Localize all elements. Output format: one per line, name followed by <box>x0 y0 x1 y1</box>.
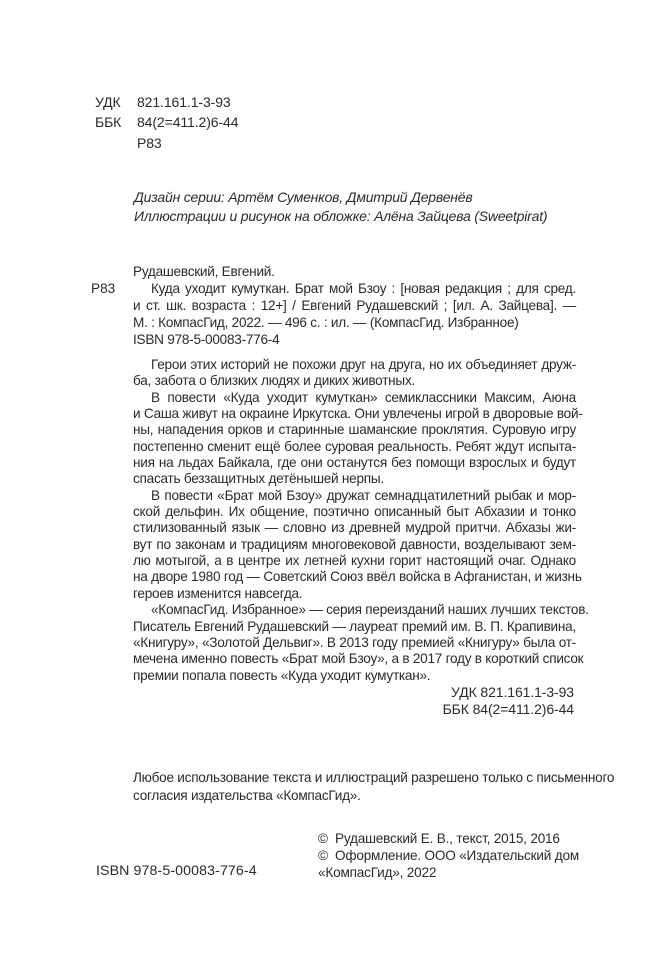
copyright-line: © Рудашевский Е. В., текст, 2015, 2016 <box>318 831 560 846</box>
isbn-footer <box>96 863 257 879</box>
annotation-line: героев изменится навсегда. <box>133 585 303 601</box>
annotation-line: ны, нападения орков и старинные шаманские проклятия. Суровую игру <box>133 422 576 438</box>
annotation-line: премии попала повесть «Куда уходит кумуткан». <box>133 667 431 683</box>
annotation-line: В повести «Куда уходит кумуткан» семиклассники Максим, Аюна <box>151 389 576 405</box>
annotation-line: ской дельфин. Их общение, поэтично описанный быт Абхазии и тонко <box>133 504 576 520</box>
udk-bottom: УДК 821.161.1-3-93 <box>451 684 574 700</box>
annotation-line: ба, забота о близких людях и диких животных. <box>133 373 416 389</box>
annotation-line: постепенно сменит ещё более суровая реальность. Ребят ждут испыта- <box>133 438 576 454</box>
isbn-footer-text: ISBN 978-5-00083-776-4 <box>96 863 257 879</box>
author-sign: Р83 <box>137 134 162 151</box>
annotation-line: и Саша живут на окраине Иркутска. Они увлечены игрой в дворовые вой- <box>133 406 583 422</box>
annotation-line: стилизованный язык — словно из древней мудрой притчи. Абхазы жи- <box>133 520 576 536</box>
copyright-line: «КомпасГид», 2022 <box>318 864 437 880</box>
annotation-line: Писатель Евгений Рудашевский — лауреат премий им. В. П. Крапивина, <box>133 618 576 634</box>
annotation-line: Герои этих историй не похожи друг на друга, но их объединяет друж- <box>151 357 576 372</box>
bib-line: и ст. шк. возраста : 12+] / Евгений Рудашевский ; [ил. А. Зайцева]. — <box>133 298 576 314</box>
bib-isbn: ISBN 978-5-00083-776-4 <box>133 332 280 348</box>
bib-author: Рудашевский, Евгений. <box>133 264 275 279</box>
bbk-label: ББК <box>95 114 122 131</box>
permission-line: согласия издательства «КомпасГид». <box>133 787 361 803</box>
udk-label: УДК <box>95 94 121 110</box>
bib-line: М. : КомпасГид, 2022. — 496 с. : ил. — (КомпасГид. Избранное) <box>133 315 519 331</box>
annotation-paragraph-4 <box>133 602 589 684</box>
series-design-credit: Дизайн серии: Артём Суменков, Дмитрий Дервенёв <box>134 189 473 205</box>
classification-codes-bottom <box>443 684 574 718</box>
permission-notice <box>133 769 615 804</box>
bbk-row <box>95 112 238 132</box>
annotation <box>133 357 589 684</box>
udk-row <box>95 92 238 112</box>
bib-author-sign: Р83 <box>91 281 116 296</box>
bib-line: Куда уходит кумуткан. Брат мой Бзоу : [новая редакция ; для сред. <box>151 281 576 297</box>
annotation-line: «КомпасГид. Избранное» — серия переизданий наших лучших текстов. <box>151 602 589 618</box>
annotation-paragraph-3 <box>133 487 582 602</box>
annotation-line: В повести «Брат мой Бзоу» дружат семнадцатилетний рыбак и мор- <box>151 487 576 503</box>
design-credits <box>134 188 547 226</box>
annotation-paragraph-1 <box>133 357 576 390</box>
annotation-paragraph-2 <box>133 389 583 488</box>
udk-value: 821.161.1-3-93 <box>137 94 231 110</box>
annotation-line: спасать беззащитных детёнышей нерпы. <box>133 471 384 487</box>
classification-codes-top <box>95 92 238 153</box>
copyright-block <box>318 831 588 881</box>
annotation-line: мечена именно повесть «Брат мой Бзоу», а в 2017 году в короткий список <box>133 651 584 667</box>
annotation-line: лю мотыгой, а в центре их летней кухни горит настоящий очаг. Однако <box>133 553 576 569</box>
annotation-line: ния на льдах Байкала, где они останутся без помощи взрослых и будут <box>133 455 576 471</box>
annotation-line: вут по законам и традициям многовековой давности, возделывают зем- <box>133 536 576 552</box>
permission-line: Любое использование текста и иллюстраций разрешено только с письменного <box>133 770 615 785</box>
annotation-line: «Книгуру», «Золотой Дельвиг». В 2013 году премией «Книгуру» была от- <box>133 634 576 650</box>
copyright-line: © Оформление. ООО «Издательский дом <box>318 847 579 863</box>
annotation-line: на дворе 1980 год — Советский Союз ввёл войска в Афганистан, и жизнь <box>133 569 582 585</box>
illustration-credit: Иллюстрации и рисунок на обложке: Алёна Зайцева (Sweetpirat) <box>134 208 548 224</box>
bbk-bottom: ББК 84(2=411.2)6-44 <box>442 701 574 717</box>
bibliographic-record <box>91 263 576 348</box>
bbk-value: 84(2=411.2)6-44 <box>137 114 239 131</box>
